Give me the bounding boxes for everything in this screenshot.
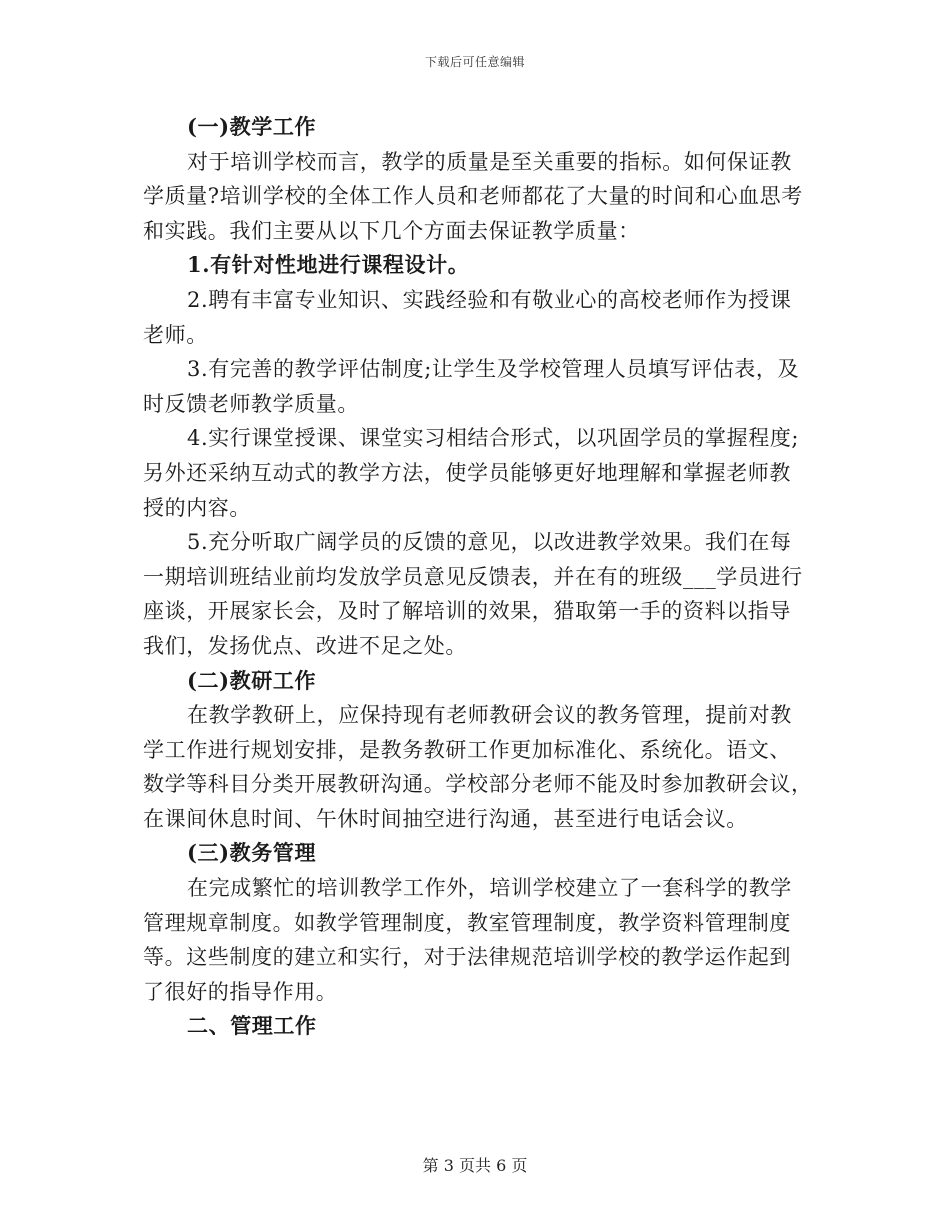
paragraph-line: 我们，发扬优点、改进不足之处。 — [143, 633, 467, 658]
paragraph-line: 时反馈老师教学质量。 — [143, 391, 359, 416]
paragraph-line: 在课间休息时间、午休时间抽空进行沟通，甚至进行电话会议。 — [143, 806, 748, 831]
section-heading: 二、管理工作 — [187, 1013, 317, 1039]
paragraph-line: 座谈，开展家长会，及时了解培训的效果，猎取第一手的资料以指导 — [143, 599, 791, 624]
paragraph-line: 对于培训学校而言，教学的质量是至关重要的指标。如何保证教 — [187, 149, 792, 174]
paragraph-line: 在完成繁忙的培训教学工作外，培训学校建立了一套科学的教学 — [187, 876, 792, 901]
paragraph-line: 了很好的指导作用。 — [143, 979, 338, 1004]
paragraph-line: 在教学教研上，应保持现有老师教研会议的教务管理，提前对教 — [187, 703, 792, 728]
paragraph-line: 一期培训班结业前均发放学员意见反馈表，并在有的班级___学员进行 — [143, 564, 803, 589]
section-heading: 1.有针对性地进行课程设计。 — [187, 252, 470, 278]
paragraph-line: 4.实行课堂授课、课堂实习相结合形式，以巩固学员的掌握程度; — [187, 426, 800, 451]
paragraph-line: 学质量?培训学校的全体工作人员和老师都花了大量的时间和心血思考 — [143, 184, 803, 209]
section-heading: (三)教务管理 — [187, 840, 317, 866]
paragraph-line: 另外还采纳互动式的教学方法，使学员能够更好地理解和掌握老师教 — [143, 460, 791, 485]
header-note: 下载后可任意编辑 — [424, 55, 525, 69]
paragraph-line: 数学等科目分类开展教研沟通。学校部分老师不能及时参加教研会议， — [143, 772, 813, 797]
paragraph-line: 授的内容。 — [143, 495, 251, 520]
paragraph-line: 3.有完善的教学评估制度;让学生及学校管理人员填写评估表，及 — [187, 357, 800, 382]
document-body — [143, 110, 813, 1044]
paragraph-line: 2.聘有丰富专业知识、实践经验和有敬业心的高校老师作为授课 — [187, 287, 792, 312]
paragraph-line: 老师。 — [143, 322, 208, 347]
page-number: 第 3 页共 6 页 — [422, 1156, 528, 1175]
paragraph-line: 5.充分听取广阔学员的反馈的意见，以改进教学效果。我们在每 — [187, 530, 792, 555]
section-heading: (二)教研工作 — [187, 667, 317, 693]
section-heading: (一)教学工作 — [187, 114, 317, 139]
paragraph-line: 学工作进行规划安排，是教务教研工作更加标准化、系统化。语文、 — [143, 737, 791, 762]
paragraph-line: 等。这些制度的建立和实行，对于法律规范培训学校的教学运作起到 — [143, 945, 791, 970]
paragraph-line: 和实践。我们主要从以下几个方面去保证教学质量： — [143, 218, 640, 243]
paragraph-line: 管理规章制度。如教学管理制度，教室管理制度，教学资料管理制度 — [143, 910, 791, 935]
